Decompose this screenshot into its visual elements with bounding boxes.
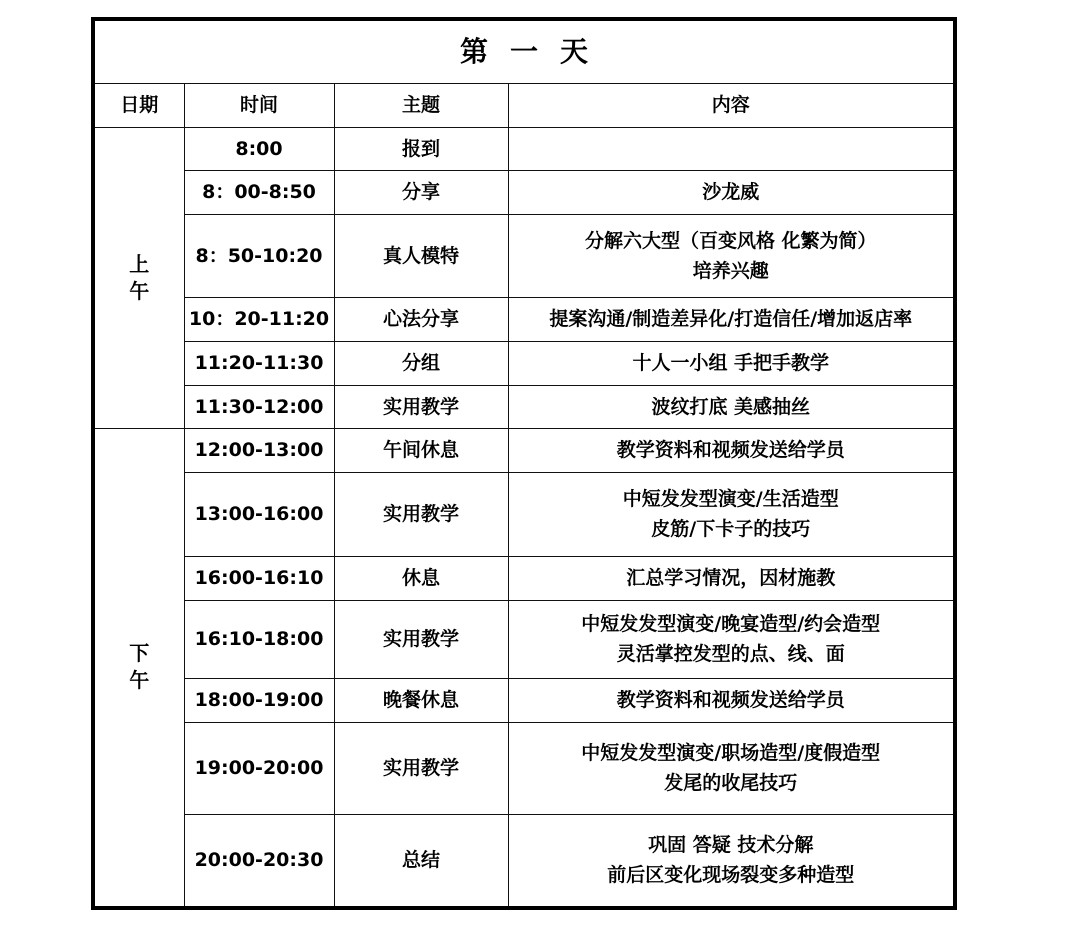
time-cell: 11:30-12:00 — [184, 385, 334, 428]
table-row — [93, 678, 955, 722]
time-cell: 16:10-18:00 — [184, 600, 334, 678]
content-line: 沙龙威 — [702, 181, 760, 203]
topic-cell: 报到 — [334, 127, 508, 170]
content-line: 汇总学习情况，因材施教 — [626, 567, 836, 589]
table-row — [93, 556, 955, 600]
topic-cell: 分组 — [334, 341, 508, 385]
topic-cell: 分享 — [334, 170, 508, 214]
content-cell — [508, 600, 955, 678]
content-line: 皮筋/下卡子的技巧 — [651, 518, 811, 540]
content-cell — [508, 556, 955, 600]
content-cell — [508, 341, 955, 385]
period-char: 午 — [129, 278, 150, 303]
content-cell — [508, 170, 955, 214]
content-cell — [508, 678, 955, 722]
table-row — [93, 722, 955, 814]
table-row — [93, 297, 955, 341]
table-row — [93, 814, 955, 908]
content-cell — [508, 814, 955, 908]
content-cell — [508, 297, 955, 341]
topic-cell: 晚餐休息 — [334, 678, 508, 722]
header-date: 日期 — [93, 83, 184, 127]
content-line: 前后区变化现场裂变多种造型 — [607, 864, 855, 887]
header-content: 内容 — [508, 83, 955, 127]
content-cell — [508, 722, 955, 814]
topic-cell: 午间休息 — [334, 428, 508, 472]
content-cell — [508, 385, 955, 428]
title-row — [93, 19, 955, 83]
time-cell: 8:00 — [184, 127, 334, 170]
topic-cell: 实用教学 — [334, 385, 508, 428]
content-line: 中短发发型演变/晚宴造型/约会造型 — [581, 613, 881, 635]
table-title: 第一天 — [93, 19, 955, 83]
period-char: 午 — [129, 668, 150, 693]
topic-cell: 实用教学 — [334, 600, 508, 678]
time-cell: 8：50-10:20 — [184, 214, 334, 297]
table-row — [93, 472, 955, 556]
header-row — [93, 83, 955, 127]
schedule-table — [91, 17, 957, 910]
header-topic: 主题 — [334, 83, 508, 127]
table-row — [93, 341, 955, 385]
content-line: 教学资料和视频发送给学员 — [616, 439, 845, 461]
content-cell — [508, 214, 955, 297]
content-line: 教学资料和视频发送给学员 — [616, 689, 845, 711]
time-cell: 16:00-16:10 — [184, 556, 334, 600]
content-line: 中短发发型演变/生活造型 — [622, 488, 839, 510]
topic-cell: 心法分享 — [334, 297, 508, 341]
content-line: 培养兴趣 — [692, 259, 769, 282]
period-afternoon — [93, 428, 184, 908]
time-cell: 18:00-19:00 — [184, 678, 334, 722]
topic-cell: 实用教学 — [334, 722, 508, 814]
table-row — [93, 385, 955, 428]
table-row — [93, 127, 955, 170]
content-line: 发尾的收尾技巧 — [664, 772, 798, 794]
table-row — [93, 170, 955, 214]
schedule-body — [93, 127, 955, 908]
content-cell — [508, 127, 955, 170]
period-morning — [93, 127, 184, 428]
header-time: 时间 — [184, 83, 334, 127]
period-char: 下 — [129, 641, 150, 666]
time-cell: 20:00-20:30 — [184, 814, 334, 908]
topic-cell: 总结 — [334, 814, 508, 908]
table-row — [93, 214, 955, 297]
content-cell — [508, 472, 955, 556]
topic-cell: 真人模特 — [334, 214, 508, 297]
table-row — [93, 600, 955, 678]
time-cell: 12:00-13:00 — [184, 428, 334, 472]
time-cell: 13:00-16:00 — [184, 472, 334, 556]
content-line: 巩固 答疑 技术分解 — [648, 834, 814, 857]
time-cell: 10：20-11:20 — [184, 297, 334, 341]
content-line: 灵活掌控发型的点、线、面 — [616, 643, 845, 665]
content-cell — [508, 428, 955, 472]
time-cell: 19:00-20:00 — [184, 722, 334, 814]
content-line: 中短发发型演变/职场造型/度假造型 — [581, 742, 881, 764]
period-char: 上 — [129, 251, 150, 276]
table-row — [93, 428, 955, 472]
content-line: 分解六大型（百变风格 化繁为简） — [584, 229, 877, 252]
topic-cell: 实用教学 — [334, 472, 508, 556]
time-cell: 11:20-11:30 — [184, 341, 334, 385]
content-line: 提案沟通/制造差异化/打造信任/增加返店率 — [549, 308, 913, 330]
topic-cell: 休息 — [334, 556, 508, 600]
time-cell: 8：00-8:50 — [184, 170, 334, 214]
content-line: 十人一小组 手把手教学 — [632, 352, 830, 374]
content-line: 波纹打底 美感抽丝 — [651, 395, 811, 418]
